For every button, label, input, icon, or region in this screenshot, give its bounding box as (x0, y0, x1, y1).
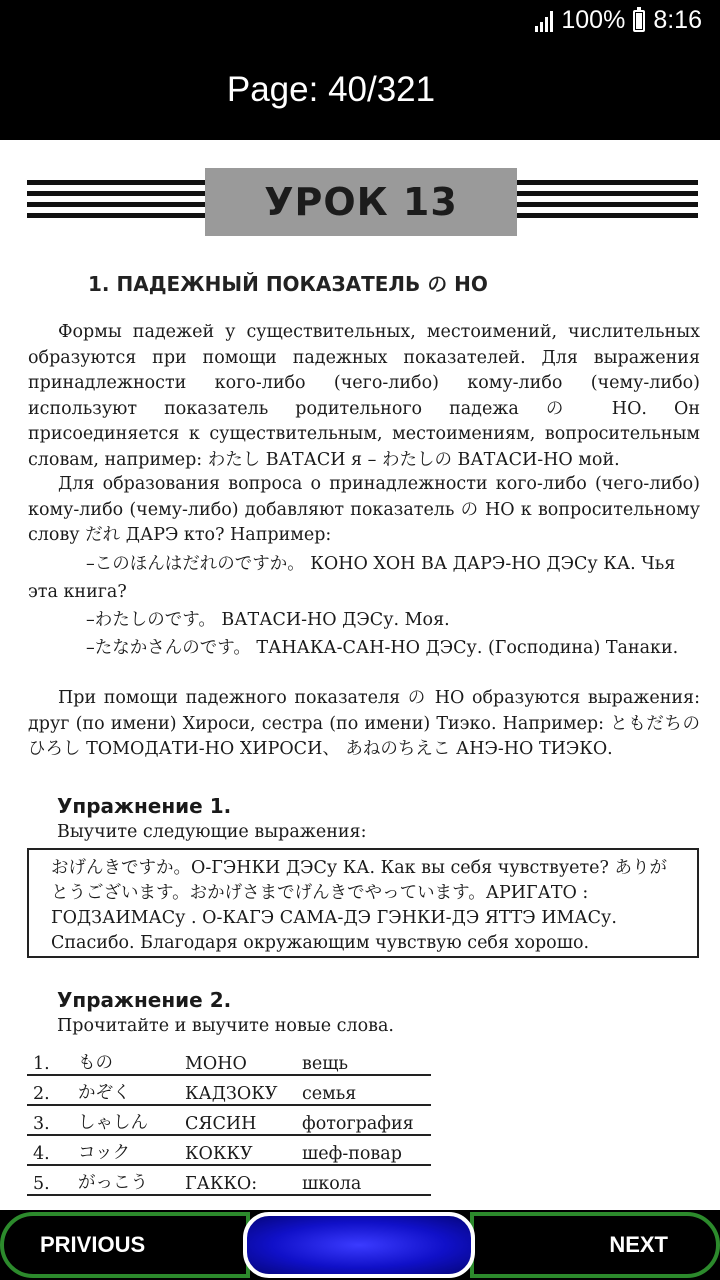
word-number: 5. (27, 1165, 78, 1195)
example-list (28, 550, 700, 662)
exercise-1-box: おげんきですか。О-ГЭНКИ ДЭСу КА. Как вы себя чувствуете? ありがとうございます。おかげさまでげんきでやっています。АРИГАТО : ГОДЗАИМАСу . О-КАГЭ САМА-ДЭ ГЭНКИ-ДЭ ЯТТЭ ИМАСу. Спасибо. Благодаря окружающим чувствую себя хорошо. (27, 848, 699, 958)
word-meaning: семья (302, 1075, 431, 1105)
vocabulary-table (27, 1046, 431, 1196)
word-kana: しゃしん (78, 1105, 185, 1135)
signal-icon (535, 10, 553, 32)
word-number: 1. (27, 1046, 78, 1075)
word-kana: コック (78, 1135, 185, 1165)
word-reading: МОНО (185, 1046, 302, 1075)
previous-button[interactable] (0, 1212, 250, 1278)
word-kana: がっこう (78, 1165, 185, 1195)
example-3: –たなかさんのです。 ТАНАКА-САН-НО ДЭСу. (Господина) Танаки. (86, 638, 679, 658)
word-number: 4. (27, 1135, 78, 1165)
word-kana: かぞく (78, 1075, 185, 1105)
battery-icon (633, 10, 645, 32)
word-meaning: фотография (302, 1105, 431, 1135)
section-title: 1. ПАДЕЖНЫЙ ПОКАЗАТЕЛЬ の НО (88, 272, 488, 296)
example-2: –わたしのです。 ВАТАСИ-НО ДЭСу. Моя. (86, 610, 450, 630)
paragraph-1: Формы падежей у существительных, местоимений, числительных образуются при помощи падежных показателей. Для выражения принадлежности кого-либо (чего-либо) кому-либо (чему-либо) используют показатель родительного падежа の НО. Он присоединяется к существительным, местоимениям, вопросительным словам, например: わたし ВАТАСИ я – わたしの ВАТАСИ-НО мой. (28, 322, 700, 470)
paragraph-3: При помощи падежного показателя の НО образуются выражения: друг (по имени) Хироси, сестра (по имени) Тиэко. Например: ともだちのひろし ТОМОДАТИ-НО ХИРОСИ、 あねのちえこ АНЭ-НО ТИЭКО. (28, 688, 700, 759)
exercise-2-instruction: Прочитайте и выучите новые слова. (57, 1016, 394, 1036)
table-row (27, 1105, 431, 1135)
title-bar (0, 42, 720, 140)
center-button[interactable] (243, 1212, 475, 1278)
word-kana: もの (78, 1046, 185, 1075)
paragraph-2: Для образования вопроса о принадлежности кого-либо (чего-либо) кому-либо (чему-либо) добавляют показатель の НО к вопросительному слову だれ ДАРЭ кто? Например: (28, 474, 700, 545)
word-reading: КОККУ (185, 1135, 302, 1165)
table-row (27, 1046, 431, 1075)
lesson-title: УРОК 13 (205, 168, 517, 236)
word-reading: ГАККО: (185, 1165, 302, 1195)
previous-label: PRIVIOUS (40, 1232, 146, 1257)
exercise-1-title: Упражнение 1. (57, 794, 232, 818)
battery-percent: 100% (561, 6, 626, 34)
clock: 8:16 (653, 6, 702, 34)
next-label: NEXT (609, 1232, 668, 1257)
word-reading: КАДЗОКУ (185, 1075, 302, 1105)
bottom-navigation (0, 1210, 720, 1280)
word-reading: СЯСИН (185, 1105, 302, 1135)
example-1: –このほんはだれのですか。 КОНО ХОН ВА ДАРЭ-НО ДЭСу КА. Чья эта книга? (28, 554, 676, 602)
word-meaning: шеф-повар (302, 1135, 431, 1165)
exercise-1-instruction: Выучите следующие выражения: (57, 822, 367, 842)
book-page[interactable] (0, 140, 720, 1210)
table-row (27, 1075, 431, 1105)
word-number: 3. (27, 1105, 78, 1135)
table-row (27, 1135, 431, 1165)
word-number: 2. (27, 1075, 78, 1105)
status-bar (0, 0, 720, 42)
exercise-2-title: Упражнение 2. (57, 988, 232, 1012)
table-row (27, 1165, 431, 1195)
lesson-header (27, 168, 698, 236)
next-button[interactable] (470, 1212, 720, 1278)
word-meaning: школа (302, 1165, 431, 1195)
page-indicator: Page: 40/321 (226, 70, 436, 109)
word-meaning: вещь (302, 1046, 431, 1075)
